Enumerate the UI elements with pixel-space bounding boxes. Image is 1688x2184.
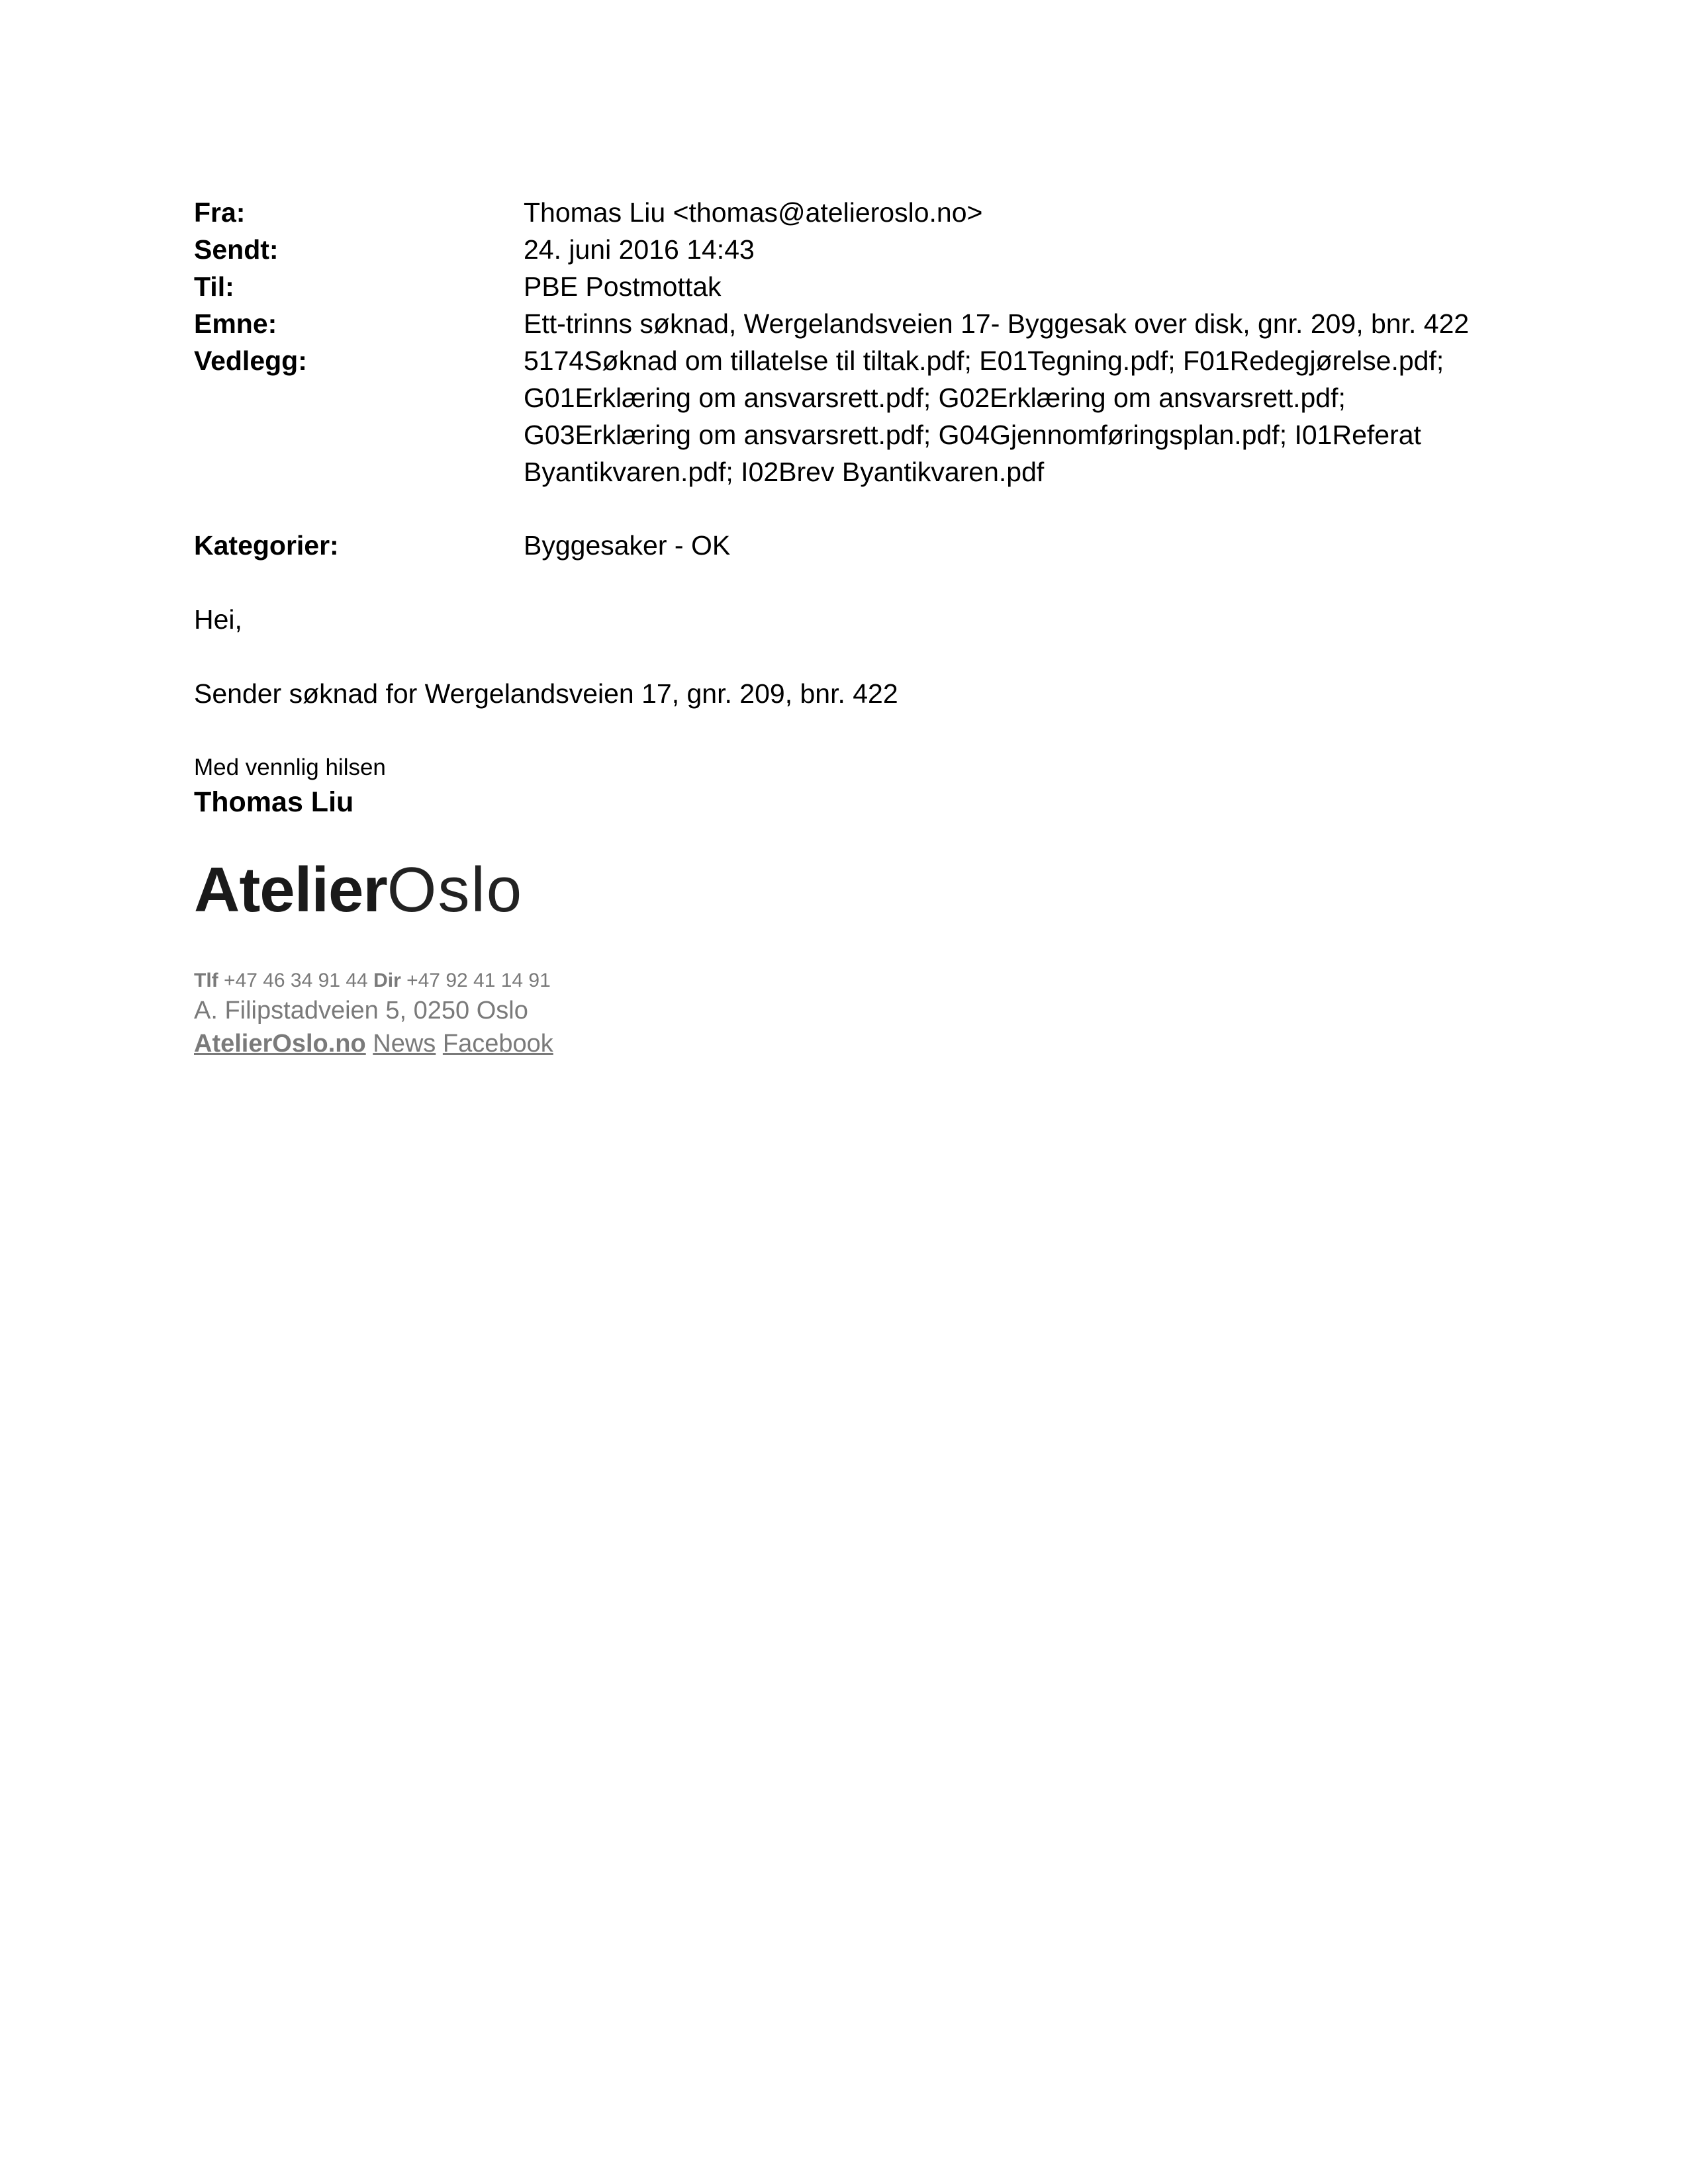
attachments-value xyxy=(524,342,1517,490)
signature-name: Thomas Liu xyxy=(194,786,354,818)
logo-part-light: Oslo xyxy=(387,854,524,925)
dir-value: +47 92 41 14 91 xyxy=(406,970,551,991)
sent-label: Sendt: xyxy=(194,234,279,265)
header-attachments-row xyxy=(194,342,1517,490)
dir-label: Dir xyxy=(373,970,401,991)
logo-part-bold: Atelier xyxy=(194,854,387,925)
website-link[interactable]: AtelierOslo.no xyxy=(194,1030,366,1058)
phone-line xyxy=(194,968,551,994)
header-from-row xyxy=(194,194,1517,231)
attachments-line: G01Erklæring om ansvarsrett.pdf; G02Erklæring om ansvarsrett.pdf; xyxy=(524,383,1346,413)
attachments-line: 5174Søknad om tillatelse til tiltak.pdf; E01Tegning.pdf; F01Redegjørelse.pdf; xyxy=(524,345,1444,376)
atelier-oslo-logo xyxy=(194,854,523,927)
from-label: Fra: xyxy=(194,197,246,228)
from-value: Thomas Liu <thomas@atelieroslo.no> xyxy=(524,197,983,228)
categories-value: Byggesaker - OK xyxy=(524,530,731,561)
subject-label: Emne: xyxy=(194,308,277,339)
attachments-line: G03Erklæring om ansvarsrett.pdf; G04Gjennomføringsplan.pdf; I01Referat xyxy=(524,420,1421,450)
tlf-value: +47 46 34 91 44 xyxy=(224,970,368,991)
closing-text: Med vennlig hilsen xyxy=(194,754,386,780)
attachments-label: Vedlegg: xyxy=(194,345,307,376)
links-line xyxy=(194,1027,553,1060)
to-label: Til: xyxy=(194,271,234,302)
header-categories-row xyxy=(194,527,1517,564)
news-link[interactable]: News xyxy=(373,1030,436,1058)
greeting: Hei, xyxy=(194,604,242,635)
header-subject-row xyxy=(194,305,1517,342)
facebook-link[interactable]: Facebook xyxy=(442,1030,553,1058)
message-text: Sender søknad for Wergelandsveien 17, gnr. 209, bnr. 422 xyxy=(194,678,898,709)
tlf-label: Tlf xyxy=(194,970,218,991)
header-sent-row xyxy=(194,231,1517,268)
sent-value: 24. juni 2016 14:43 xyxy=(524,234,755,265)
to-value: PBE Postmottak xyxy=(524,271,722,302)
subject-value: Ett-trinns søknad, Wergelandsveien 17- Byggesak over disk, gnr. 209, bnr. 422 xyxy=(524,308,1470,339)
address-line: A. Filipstadveien 5, 0250 Oslo xyxy=(194,997,528,1024)
categories-label: Kategorier: xyxy=(194,530,339,561)
attachments-line: Byantikvaren.pdf; I02Brev Byantikvaren.pdf xyxy=(524,457,1045,487)
header-to-row xyxy=(194,268,1517,305)
